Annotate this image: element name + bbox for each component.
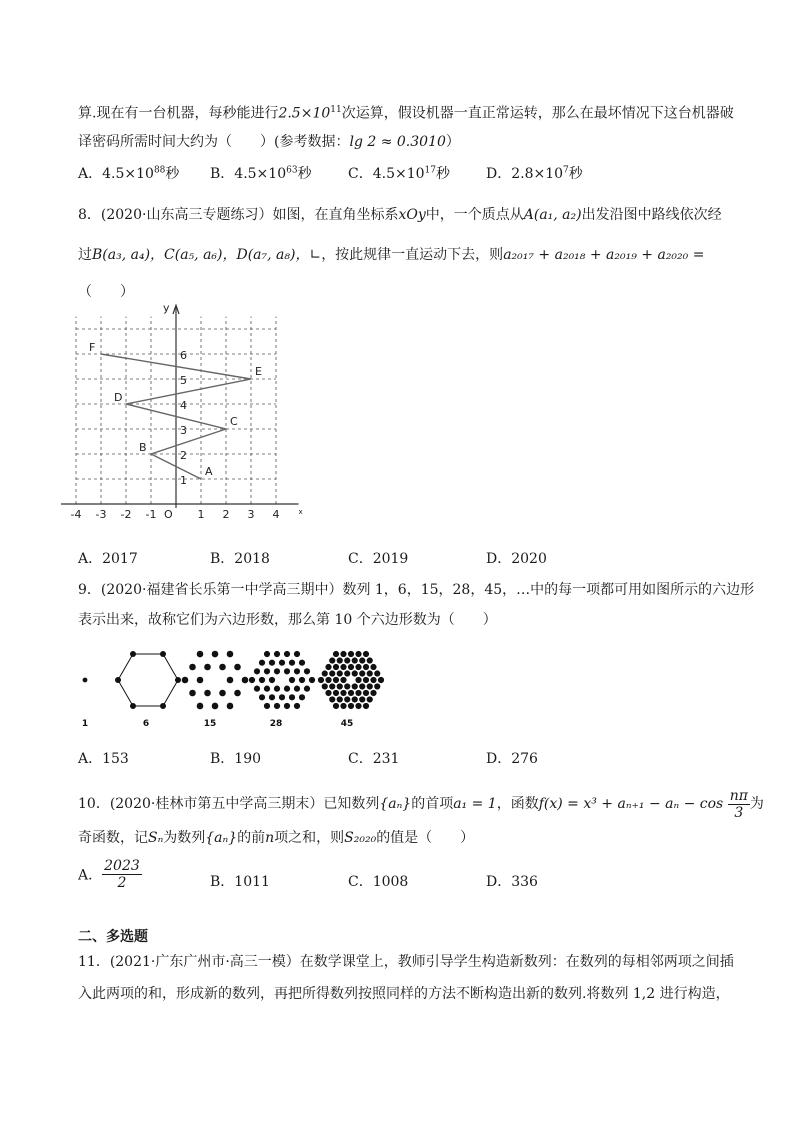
q9-hex-dot <box>259 694 265 700</box>
q8-x-tick: 1 <box>197 508 205 521</box>
q9-hex-dot <box>83 678 88 683</box>
q9-hex-dot <box>189 690 196 697</box>
q9-hex-dot <box>340 703 346 709</box>
q9-hex-dot <box>189 664 196 671</box>
q9-hex-dot <box>355 664 361 670</box>
q8-y-tick: 2 <box>180 449 187 462</box>
q9-hex-dot <box>363 651 369 657</box>
q9-hex-dot <box>254 668 260 674</box>
q9-hex-dot <box>269 677 275 683</box>
q8-y-label: y <box>163 301 170 315</box>
q9-hex-dot <box>352 670 358 676</box>
q8-x-tick: 2 <box>222 508 230 521</box>
q9-hex-dot <box>289 694 295 700</box>
q9-hex-dot <box>325 677 331 683</box>
q9-hex-dot <box>348 690 354 696</box>
q9-hex-dot <box>227 703 234 710</box>
q9-hex-dot <box>333 677 339 683</box>
q9-hex-label: 45 <box>340 719 354 729</box>
q9-hex-dot <box>370 690 376 696</box>
q9-hex-dot <box>304 668 310 674</box>
q7-line-1: 算.现在有一台机器，每秒能进行$2.5\times 10^{11}$次运算，假设机器一直正常运转，那么在最坏情况下这台机器破 <box>78 105 734 122</box>
q9-hex-dot <box>363 664 369 670</box>
q9-hex-dot <box>234 690 241 697</box>
q9-hex-dot <box>130 651 136 657</box>
q9-hex-dot <box>160 703 166 709</box>
q9-hex-dot <box>370 677 376 683</box>
q9-hex-dot <box>294 651 300 657</box>
q9-hex-dot <box>359 670 365 676</box>
q9-hex-dot <box>264 668 270 674</box>
q8-point-label-b: B <box>139 441 147 454</box>
q9-hex-dot <box>337 657 343 663</box>
q9-option-b: B．190 <box>210 751 262 767</box>
q9-labels <box>82 719 353 729</box>
q9-hex-dot <box>363 677 369 683</box>
q9-hex-outline <box>118 654 178 706</box>
q9-option-a: A．153 <box>78 751 129 767</box>
q9-hex-dot <box>329 657 335 663</box>
q9-hexagon-figure <box>70 640 410 730</box>
q9-hex-dot <box>130 703 136 709</box>
q9-hex-dot <box>254 686 260 692</box>
q9-hex-dot <box>367 683 373 689</box>
q9-hex-dot <box>242 677 249 684</box>
q9-hex-dot <box>333 703 339 709</box>
q9-hex-dot <box>269 660 275 666</box>
q9-hex-dot <box>274 703 280 709</box>
q9-hex-dot <box>284 686 290 692</box>
q9-hex-dot <box>355 651 361 657</box>
q9-hexagons <box>83 651 385 710</box>
q9-hex-dot <box>299 660 305 666</box>
q9-hex-dot <box>197 677 204 684</box>
q9-hex-dot <box>219 664 226 671</box>
q8-line-3: （ ） <box>78 284 134 300</box>
q9-hex-dot <box>294 703 300 709</box>
q10-option-b: B．1011 <box>210 874 270 890</box>
q9-hex-dot <box>367 670 373 676</box>
q7-option-d: D．$2.8\times 10^7$秒 <box>486 165 583 182</box>
q9-line-2: 表示出来，故称它们为六边形数，那么第 10 个六边形数为（ ） <box>78 612 497 628</box>
q7-option-a: A．$4.5\times 10^{88}$秒 <box>78 165 180 182</box>
q9-hex-dot <box>197 651 204 658</box>
q8-x-label: x <box>298 508 303 516</box>
q9-hex-dot <box>355 677 361 683</box>
q9-hex-dot <box>322 683 328 689</box>
q9-hex-dot <box>359 696 365 702</box>
q9-option-c: C．231 <box>348 751 400 767</box>
q8-point-label-c: C <box>230 415 238 428</box>
q9-hex-dot <box>234 664 241 671</box>
q9-hex-dot <box>204 690 211 697</box>
q9-line-1: 9．(2020·福建省长乐第一中学高三期中）数列 1，6，15，28，45，…中的每一项都可用如图所示的六边形 <box>78 582 755 598</box>
q8-y-tick: 5 <box>180 374 187 387</box>
q10-option-c: C．1008 <box>348 874 409 890</box>
q9-hex-dot <box>329 670 335 676</box>
q9-hex-dot <box>284 668 290 674</box>
q9-hex-dot <box>274 651 280 657</box>
q8-y-tick: 3 <box>180 424 187 437</box>
q9-hex-dot <box>344 683 350 689</box>
q9-hex-dot <box>279 694 285 700</box>
q8-line-2: 过B(a₃, a₄)，C(a₅, a₆)，D(a₇, a₈)，∟，按此规律一直运动下去，则a₂₀₁₇ + a₂₀₁₈ + a₂₀₁₉ + a₂₀₂₀ = <box>78 247 705 263</box>
q9-hex-dot <box>309 677 315 683</box>
q9-hex-dot <box>337 696 343 702</box>
q8-option-a: A．2017 <box>78 551 138 567</box>
q9-hex-dot <box>249 677 255 683</box>
q9-hex-dot <box>227 677 234 684</box>
q9-hex-dot <box>182 677 189 684</box>
q9-hex-dot <box>374 683 380 689</box>
q9-hex-dot <box>197 703 204 710</box>
q9-hex-dot <box>322 670 328 676</box>
q8-y-tick: 1 <box>180 474 187 487</box>
q9-hex-dot <box>355 690 361 696</box>
q8-point-label-a: A <box>205 465 213 478</box>
q9-hex-dot <box>352 696 358 702</box>
q8-point-label-d: D <box>114 391 123 404</box>
q9-hex-label: 28 <box>269 719 283 729</box>
q10-option-a: A． $\frac{2023}{2}$ <box>78 858 140 891</box>
q9-hex-dot <box>340 690 346 696</box>
q7-option-b: B．$4.5\times 10^{63}$秒 <box>210 165 312 182</box>
q9-hex-dot <box>160 651 166 657</box>
q8-option-b: B．2018 <box>210 551 270 567</box>
q9-hex-dot <box>352 657 358 663</box>
q9-hex-dot <box>344 657 350 663</box>
q9-hex-dot <box>348 651 354 657</box>
q9-hex-dot <box>259 677 265 683</box>
q9-hex-dot <box>325 690 331 696</box>
q9-hex-label: 1 <box>81 719 89 729</box>
q9-hex-dot <box>274 686 280 692</box>
q8-y-tick: 4 <box>180 399 187 412</box>
section-heading-multi-choice: 二、多选题 <box>78 929 148 945</box>
q8-x-tick: -4 <box>70 508 82 521</box>
q9-hex-dot <box>289 660 295 666</box>
q9-option-d: D．276 <box>486 751 538 767</box>
q9-hex-dot <box>370 664 376 670</box>
q9-hex-dot <box>115 677 121 683</box>
q9-hex-dot <box>289 677 295 683</box>
q9-hex-dot <box>333 651 339 657</box>
q9-hex-dot <box>337 670 343 676</box>
q9-hex-dot <box>259 660 265 666</box>
q9-hex-dot <box>359 683 365 689</box>
q9-hex-dot <box>299 694 305 700</box>
q9-hex-dot <box>294 668 300 674</box>
q9-hex-dot <box>329 696 335 702</box>
q9-hex-dot <box>348 703 354 709</box>
q10-fraction: $\frac{n\pi}{3}$ <box>729 787 748 821</box>
q9-hex-dot <box>340 664 346 670</box>
q9-hex-dot <box>367 696 373 702</box>
q8-y-tick: 6 <box>180 349 187 362</box>
q9-hex-dot <box>204 664 211 671</box>
q9-hex-dot <box>175 677 181 683</box>
q9-hex-dot <box>340 677 346 683</box>
q9-hex-dot <box>333 664 339 670</box>
q8-option-d: D．2020 <box>486 551 547 567</box>
q8-x-tick: -1 <box>145 508 157 521</box>
q8-x-tick: -3 <box>95 508 107 521</box>
q9-hex-dot <box>340 651 346 657</box>
q9-hex-dot <box>367 657 373 663</box>
q9-hex-dot <box>212 703 219 710</box>
q9-hex-dot <box>284 651 290 657</box>
q9-hex-dot <box>274 668 280 674</box>
q9-hex-dot <box>264 686 270 692</box>
q9-hex-dot <box>363 703 369 709</box>
q9-hex-dot <box>284 703 290 709</box>
q8-point-label-e: E <box>255 365 262 378</box>
q9-hex-dot <box>333 690 339 696</box>
q8-option-c: C．2019 <box>348 551 409 567</box>
q9-hex-dot <box>355 703 361 709</box>
q9-hex-dot <box>348 664 354 670</box>
q11-line-2: 入此两项的和，形成新的数列，再把所得数列按照同样的方法不断构造出新的数列.将数列 1,2 进行构造， <box>78 986 730 1002</box>
q7-option-c: C．$4.5\times 10^{17}$秒 <box>348 165 450 182</box>
q8-origin-label: O <box>164 508 173 521</box>
q7-line-2: 译密码所需时间大约为（ ）(参考数据：lg 2 ≈ 0.3010） <box>78 134 460 150</box>
q8-point-label-f: F <box>89 341 96 354</box>
q8-line-1: 8．(2020·山东高三专题练习）如图，在直角坐标系xOy中，一个质点从A(a₁, a₂)出发沿图中路线依次经 <box>78 207 722 223</box>
q9-hex-dot <box>299 677 305 683</box>
q10-line-2: 奇函数，记Sₙ为数列{aₙ}的前n项之和，则S₂₀₂₀的值是（ ） <box>78 830 475 846</box>
q9-hex-dot <box>264 651 270 657</box>
q9-hex-dot <box>219 690 226 697</box>
q8-coordinate-figure <box>70 301 310 535</box>
q9-hex-dot <box>337 683 343 689</box>
q9-hex-dot <box>344 696 350 702</box>
q9-hex-dot <box>318 677 324 683</box>
q9-hex-dot <box>352 683 358 689</box>
q9-hex-dot <box>378 677 384 683</box>
q8-x-tick: 4 <box>272 508 280 521</box>
q9-hex-dot <box>363 690 369 696</box>
q8-x-tick: -2 <box>120 508 132 521</box>
q9-hex-dot <box>264 703 270 709</box>
q9-hex-label: 6 <box>142 719 150 729</box>
q9-hex-dot <box>279 660 285 666</box>
q9-hex-dot <box>329 683 335 689</box>
q11-line-1: 11．(2021·广东广州市·高三一模）在数学课堂上，教师引导学生构造新数列：在数列的每相邻两项之间插 <box>78 954 734 970</box>
q9-hex-dot <box>269 694 275 700</box>
q10-line-1: 10．(2020·桂林市第五中学高三期末）已知数列{aₙ}的首项a₁ = 1，函数f(x) = x³ + aₙ₊₁ − aₙ − cos $\frac{n\pi}{3}$ 为 <box>78 787 764 821</box>
q9-hex-dot <box>212 651 219 658</box>
q9-hex-label: 15 <box>203 719 217 729</box>
q9-hex-dot <box>359 657 365 663</box>
q9-hex-dot <box>227 651 234 658</box>
q8-labels <box>71 302 303 522</box>
q9-hex-dot <box>294 686 300 692</box>
q9-hex-dot <box>304 686 310 692</box>
q10-option-d: D．336 <box>486 874 538 890</box>
q9-hex-dot <box>344 670 350 676</box>
q9-hex-dot <box>374 670 380 676</box>
q9-hex-dot <box>325 664 331 670</box>
q8-x-tick: 3 <box>247 508 255 521</box>
